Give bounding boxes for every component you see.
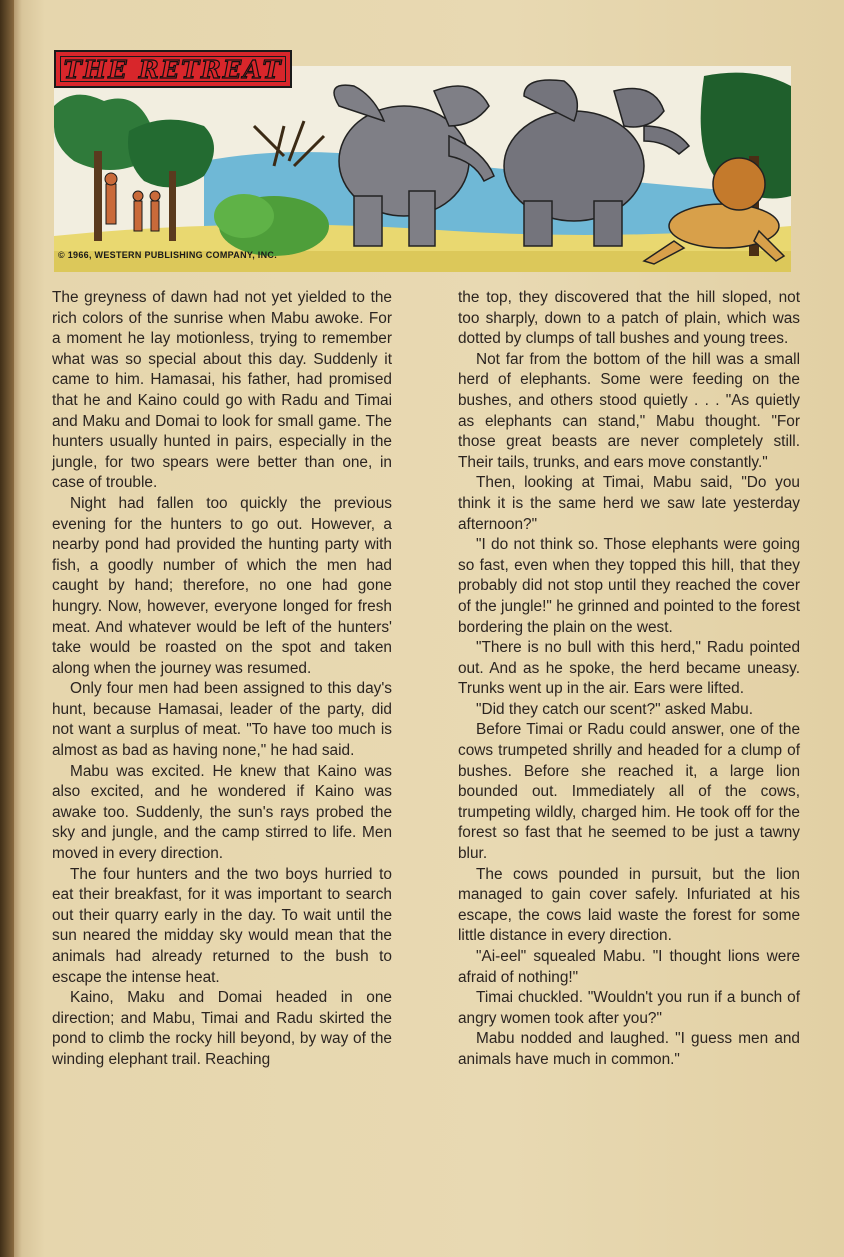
paragraph: Night had fallen too quickly the previous evening for the hunters to go out. However, a nearby pond had provided the hunting party with fish, a goodly number of which the men had caught by hand; therefore, no one had gone hungry. Now, however, everyone longed for fresh meat. And whatever would be left of the hunters' take would be roasted on the spot and taken along when the journey was resumed. <box>52 494 392 677</box>
book-spine <box>0 0 14 1257</box>
paragraph: Then, looking at Timai, Mabu said, "Do you think it is the same herd we saw late yesterday afternoon?" <box>458 474 800 533</box>
right-column <box>458 288 800 1071</box>
paragraph: Only four men had been assigned to this day's hunt, because Hamasai, leader of the party, did not want a surplus of meat. "To have too much is almost as bad as having none," he had said. <box>52 680 392 760</box>
story-title-inner <box>60 56 286 82</box>
copyright-notice: © 1966, WESTERN PUBLISHING COMPANY, INC. <box>58 250 277 260</box>
paragraph: Timai chuckled. "Wouldn't you run if a bunch of angry women took after you?" <box>458 989 800 1027</box>
paragraph: The four hunters and the two boys hurried to eat their breakfast, for it was important to search out their quarry early in the day. To wait until the sun neared the midday sky would mean that the animals had already returned to the bush to escape the intense heat. <box>52 865 392 986</box>
left-column <box>52 288 392 1071</box>
paragraph: "Ai-eel" squealed Mabu. "I thought lions were afraid of nothing!" <box>458 948 800 986</box>
paragraph: "There is no bull with this herd," Radu pointed out. And as he spoke, the herd became uneasy. Trunks went up in the air. Ears were lifted. <box>458 639 800 698</box>
paragraph: "Did they catch our scent?" asked Mabu. <box>476 700 753 718</box>
paragraph: Mabu nodded and laughed. "I guess men and animals have much in common." <box>458 1030 800 1068</box>
paragraph: Not far from the bottom of the hill was a small herd of elephants. Some were feeding on the bushes, and others stood quietly . . . "As quietly as elephants can stand," Mabu thought. "For those great beasts are never completely still. Their tails, trunks, and ears move constantly." <box>458 350 800 471</box>
paragraph: Before Timai or Radu could answer, one of the cows trumpeted shrilly and headed for a clump of bushes. Before she reached it, a large lion bounded out. Immediately all of the cows, trumpeting wildly, charged him. He took off for the forest so fast that he seemed to be just a tawny blur. <box>458 721 800 863</box>
paragraph: the top, they discovered that the hill sloped, not too sharply, down to a patch of plain, which was dotted by clumps of tall bushes and young trees. <box>458 289 800 348</box>
story-title: THE RETREAT <box>63 54 283 84</box>
paragraph: Kaino, Maku and Domai headed in one direction; and Mabu, Timai and Radu skirted the pond to climb the rocky hill beyond, by way of the winding elephant trail. Reaching <box>52 989 392 1068</box>
paragraph: The greyness of dawn had not yet yielded to the rich colors of the sunrise when Mabu awoke. For a moment he lay motionless, trying to remember what was so special about this day. Suddenly it came to him. Hamasai, his father, had promised that he and Kaino could go with Radu and Timai and Maku and Domai to look for small game. The hunters usually hunted in pairs, especially in the jungle, for two spears were better than one, in case of trouble. <box>52 289 392 492</box>
elephants-and-lion-scene-icon <box>54 66 791 272</box>
paragraph: "I do not think so. Those elephants were going so fast, even when they topped this hill, that they probably did not stop until they reached the cover of the jungle!" he grinned and pointed to the forest bordering the plain on the west. <box>458 536 800 636</box>
story-title-box <box>54 50 292 88</box>
paragraph: Mabu was excited. He knew that Kaino was also excited, and he wondered if Kaino was awake too. Suddenly, the sun's rays probed the sky and jungle, and the camp stirred to life. Men moved in every direction. <box>52 762 392 863</box>
paragraph: The cows pounded in pursuit, but the lion managed to gain cover safely. Infuriated at his escape, the cows laid waste the forest for some little distance in every direction. <box>458 865 800 945</box>
